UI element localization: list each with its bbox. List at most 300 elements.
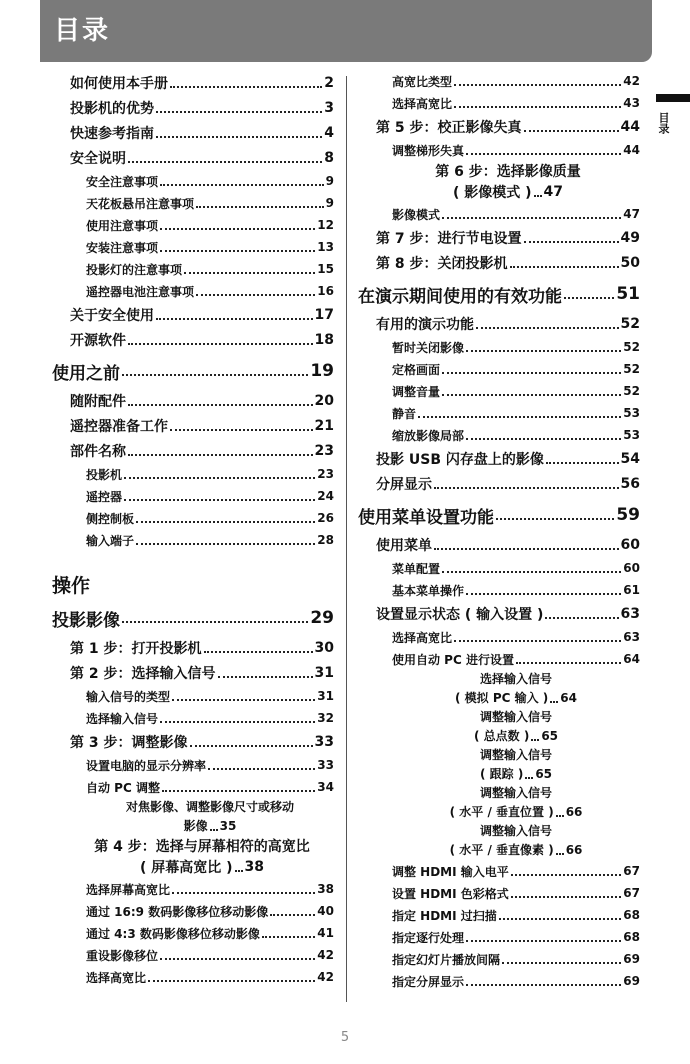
toc-entry-title: 调整音量 [392, 384, 441, 399]
toc-entry-title-line: 调整输入信号 [479, 748, 552, 762]
toc-entry-link[interactable] [52, 354, 334, 388]
toc-page-number: 66 [565, 804, 583, 819]
toc-entry-title: 有用的演示功能 [376, 316, 474, 333]
toc-leader-dots [262, 936, 315, 938]
toc-page-number: 41 [317, 926, 334, 940]
toc-entry-link[interactable] [52, 966, 334, 988]
toc-leader-dots [454, 84, 621, 86]
toc-entry-title: 定格画面 [392, 362, 441, 377]
toc-entry-link[interactable] [52, 388, 334, 413]
toc-entry-title: 基本菜单操作 [392, 583, 465, 598]
toc-entry-link[interactable] [52, 95, 334, 120]
toc-leader-dots [162, 790, 315, 792]
toc-page-number: 65 [541, 728, 559, 743]
toc-page-number: 43 [623, 96, 640, 110]
toc-leader-dots [545, 617, 618, 619]
toc-entry-title: 侧控制板 [86, 511, 135, 526]
toc-entry-link[interactable] [52, 463, 334, 485]
toc-page-number: 20 [314, 392, 334, 409]
toc-entry-link[interactable] [52, 635, 334, 660]
toc-entry-link[interactable] [358, 380, 640, 402]
toc-entry-link[interactable] [52, 280, 334, 302]
toc-entry-link[interactable] [52, 900, 334, 922]
toc-entry-row [474, 725, 558, 746]
toc-entry-link[interactable] [52, 120, 334, 145]
toc-page-number: 28 [317, 533, 334, 547]
toc-page-number: 31 [314, 664, 334, 681]
toc-leader-dots [184, 272, 315, 274]
toc-page-number: 42 [623, 74, 640, 88]
toc-leader-dots [466, 984, 621, 986]
toc-page-number: 61 [623, 583, 640, 597]
toc-entry-title: 菜单配置 [392, 561, 441, 576]
toc-page-number: 19 [310, 361, 334, 381]
toc-entry-title: 高宽比类型 [392, 74, 453, 89]
toc-page-number: 2 [324, 74, 334, 91]
toc-entry-link[interactable] [52, 798, 334, 836]
toc-leader-dots [442, 372, 621, 374]
toc-entry-title: 重设影像移位 [86, 948, 159, 963]
toc-entry-row [140, 856, 264, 878]
toc-right-column [358, 70, 640, 992]
toc-entry-link[interactable] [52, 944, 334, 966]
toc-page-number: 65 [535, 766, 553, 781]
toc-entry-link[interactable] [358, 358, 640, 380]
toc-page-number: 38 [317, 882, 334, 896]
toc-entry-link[interactable] [358, 70, 640, 92]
toc-page-number: 9 [325, 174, 334, 188]
toc-leader-dots [172, 892, 315, 894]
toc-page-number: 29 [310, 608, 334, 628]
toc-leader-dots [466, 438, 621, 440]
toc-page-number: 64 [560, 690, 577, 705]
toc-entry-title: 投影机 [86, 467, 123, 482]
toc-page-number: 32 [317, 711, 334, 725]
toc-page-number: 53 [623, 428, 640, 442]
toc-page-number: 68 [623, 908, 640, 922]
toc-page-number: 53 [623, 406, 640, 420]
toc-leader-dots [466, 153, 621, 155]
toc-page-number: 59 [616, 505, 640, 525]
toc-leader-dots [454, 640, 621, 642]
toc-leader-dots [160, 228, 315, 230]
toc-entry-title: 关于安全使用 [70, 307, 154, 324]
toc-entry-link[interactable] [52, 236, 334, 258]
toc-leader-dots [190, 745, 313, 747]
toc-entry-title: 通过 4:3 数码影像移位移动影像 [86, 926, 260, 941]
toc-leader-dots [156, 318, 313, 320]
toc-left-column [52, 70, 334, 988]
toc-page-number: 49 [620, 229, 640, 246]
toc-leader-dots [466, 593, 621, 595]
toc-entry-title: 快速参考指南 [70, 125, 154, 142]
toc-entry-link[interactable] [52, 729, 334, 754]
toc-entry-title: 使用菜单 [376, 537, 432, 554]
toc-entry-title: 使用之前 [52, 363, 120, 384]
toc-page-number: 30 [314, 639, 334, 656]
toc-leader-dots [496, 518, 614, 520]
toc-page-number: 9 [325, 196, 334, 210]
toc-leader-dots [442, 394, 621, 396]
toc-entry-link[interactable] [358, 948, 640, 970]
column-divider [346, 76, 347, 1002]
toc-entry-link[interactable] [52, 192, 334, 214]
toc-leader-dots [170, 429, 313, 431]
toc-leader-dots [434, 487, 619, 489]
toc-leader-dots [550, 701, 558, 703]
toc-entry-link[interactable] [52, 258, 334, 280]
toc-entry-link[interactable] [52, 754, 334, 776]
toc-page-number: 18 [314, 331, 334, 348]
toc-page-number: 17 [314, 306, 334, 323]
toc-entry-title: 自动 PC 调整 [86, 780, 160, 795]
toc-entry-link[interactable] [358, 424, 640, 446]
toc-leader-dots [124, 499, 315, 501]
toc-page-number: 60 [620, 536, 640, 553]
toc-leader-dots [524, 130, 619, 132]
toc-leader-dots [210, 829, 218, 831]
toc-entry-title: 遥控器准备工作 [70, 418, 168, 435]
toc-leader-dots [499, 918, 622, 920]
toc-entry-link[interactable] [358, 860, 640, 882]
toc-leader-dots [270, 914, 315, 916]
toc-leader-dots [172, 699, 315, 701]
toc-entry-title: 第 3 步：调整影像 [70, 734, 188, 751]
toc-entry-title: 通过 16:9 数码影像移位移动影像 [86, 904, 269, 919]
toc-entry-title: 分屏显示 [376, 476, 432, 493]
toc-leader-dots [160, 184, 324, 186]
toc-entry-title: 随附配件 [70, 393, 126, 410]
toc-leader-dots [418, 416, 621, 418]
toc-entry-title: 如何使用本手册 [70, 75, 168, 92]
toc-leader-dots [208, 768, 315, 770]
toc-entry-title: 暂时关闭影像 [392, 340, 465, 355]
toc-entry-link[interactable] [358, 882, 640, 904]
toc-entry-title: 使用自动 PC 进行设置 [392, 652, 514, 667]
toc-leader-dots [122, 374, 308, 376]
toc-entry-title: ( 水平 / 垂直位置 ) [449, 805, 554, 819]
toc-leader-dots [136, 543, 315, 545]
toc-entry-link[interactable] [358, 670, 640, 708]
toc-leader-dots [128, 404, 313, 406]
toc-page-number: 35 [219, 818, 237, 833]
toc-page-number: 33 [317, 758, 334, 772]
toc-leader-dots [454, 106, 621, 108]
toc-entry-title: ( 模拟 PC 输入 ) [455, 691, 549, 705]
toc-entry-title: ( 影像模式 ) [452, 185, 532, 201]
toc-entry-link[interactable] [52, 836, 334, 878]
toc-entry-title: 安全说明 [70, 150, 126, 167]
toc-leader-dots [442, 571, 621, 573]
toc-entry-row [453, 181, 563, 203]
toc-entry-title: 第 7 步：进行节电设置 [376, 230, 522, 247]
toc-entry-link[interactable] [52, 660, 334, 685]
toc-leader-dots [128, 343, 313, 345]
toc-entry-link[interactable] [358, 114, 640, 139]
toc-entry-title: 投影影像 [52, 610, 120, 631]
toc-entry-title: 选择输入信号 [86, 711, 159, 726]
toc-page-number: 60 [623, 561, 640, 575]
toc-leader-dots [160, 958, 315, 960]
toc-page-number: 67 [623, 886, 640, 900]
toc-entry-row [480, 763, 552, 784]
toc-leader-dots [434, 548, 619, 550]
toc-entry-title: 投影灯的注意事项 [86, 262, 183, 277]
side-tab-marker [656, 94, 690, 102]
toc-entry-link[interactable] [358, 926, 640, 948]
toc-entry-title-line: 第 4 步：选择与屏幕相符的高宽比 [94, 839, 310, 855]
toc-page-number: 44 [620, 118, 640, 135]
toc-entry-link[interactable] [358, 336, 640, 358]
toc-entry-title: 安全注意事项 [86, 174, 159, 189]
toc-page-number: 40 [317, 904, 334, 918]
toc-entry-link[interactable] [358, 311, 640, 336]
toc-section-heading: 操作 [52, 574, 91, 597]
toc-entry-link[interactable] [52, 70, 334, 95]
toc-page-number: 54 [620, 450, 640, 467]
toc-entry-title: 使用菜单设置功能 [358, 507, 494, 528]
toc-page-number: 23 [317, 467, 334, 481]
toc-page-number: 15 [317, 262, 334, 276]
toc-page-number: 42 [317, 970, 334, 984]
toc-entry-link[interactable] [358, 626, 640, 648]
toc-entry-title: 调整 HDMI 输入电平 [392, 864, 509, 879]
toc-entry-title: 设置显示状态 ( 输入设置 ) [376, 606, 544, 623]
toc-entry-title: 设置 HDMI 色彩格式 [392, 886, 509, 901]
toc-page-number: 24 [317, 489, 334, 503]
toc-entry-title: ( 跟踪 ) [479, 767, 524, 781]
toc-leader-dots [196, 206, 324, 208]
toc-leader-dots [556, 815, 564, 817]
toc-entry-title: 第 2 步：选择输入信号 [70, 665, 216, 682]
toc-page-number: 13 [317, 240, 334, 254]
toc-entry-link[interactable] [52, 685, 334, 707]
toc-entry-link[interactable] [358, 498, 640, 532]
toc-page-number: 31 [317, 689, 334, 703]
toc-page-number: 63 [620, 605, 640, 622]
toc-leader-dots [524, 241, 619, 243]
toc-entry-row [455, 687, 577, 708]
toc-leader-dots [546, 462, 619, 464]
toc-entry-link[interactable] [358, 402, 640, 424]
toc-entry-title: ( 屏幕高宽比 ) [139, 860, 233, 876]
toc-leader-dots [442, 217, 621, 219]
toc-entry-title: 遥控器电池注意事项 [86, 284, 195, 299]
toc-entry-link[interactable] [358, 225, 640, 250]
toc-page-number: 67 [623, 864, 640, 878]
toc-leader-dots [466, 940, 621, 942]
toc-entry-row [450, 801, 583, 822]
toc-leader-dots [476, 327, 619, 329]
toc-page-number: 64 [623, 652, 640, 666]
toc-leader-dots [196, 294, 315, 296]
toc-page-number: 4 [324, 124, 334, 141]
toc-entry-title: 第 1 步：打开投影机 [70, 640, 202, 657]
toc-page-number: 52 [623, 340, 640, 354]
toc-entry-link[interactable] [52, 302, 334, 327]
toc-page-number: 44 [623, 143, 640, 157]
toc-page-number: 23 [314, 442, 334, 459]
toc-entry-title-line: 选择输入信号 [479, 672, 552, 686]
toc-page-number: 33 [314, 733, 334, 750]
toc-leader-dots [516, 662, 621, 664]
toc-entry-link[interactable] [358, 708, 640, 746]
toc-entry-title: 指定逐行处理 [392, 930, 465, 945]
toc-leader-dots [148, 980, 315, 982]
toc-page-number: 63 [623, 630, 640, 644]
toc-leader-dots [556, 853, 564, 855]
toc-leader-dots [511, 896, 622, 898]
toc-entry-title: 指定 HDMI 过扫描 [392, 908, 497, 923]
toc-entry-link[interactable] [358, 250, 640, 275]
toc-leader-dots [156, 136, 322, 138]
toc-leader-dots [170, 86, 322, 88]
toc-page-number: 8 [324, 149, 334, 166]
toc-page-number: 26 [317, 511, 334, 525]
toc-page-number: 52 [623, 362, 640, 376]
toc-entry-title: 缩放影像局部 [392, 428, 465, 443]
toc-entry-link[interactable] [52, 601, 334, 635]
toc-leader-dots [218, 676, 313, 678]
toc-leader-dots [122, 621, 308, 623]
toc-entry-title-line: 对焦影像、调整影像尺寸或移动 [125, 800, 294, 814]
toc-page-number: 69 [623, 952, 640, 966]
toc-page-number: 56 [620, 475, 640, 492]
toc-entry-title: 开源软件 [70, 332, 126, 349]
toc-leader-dots [235, 870, 243, 872]
toc-entry-link[interactable] [52, 170, 334, 192]
toc-entry-title: 静音 [392, 406, 417, 421]
toc-entry-link[interactable] [358, 92, 640, 114]
toc-leader-dots [534, 195, 542, 197]
toc-entry-title: 天花板悬吊注意事项 [86, 196, 195, 211]
toc-page-number: 3 [324, 99, 334, 116]
toc-entry-link[interactable] [52, 145, 334, 170]
toc-entry-link[interactable] [358, 277, 640, 311]
toc-page-number: 47 [543, 184, 564, 200]
toc-leader-dots [525, 777, 533, 779]
toc-leader-dots [510, 266, 619, 268]
toc-entry-title: 第 5 步：校正影像失真 [376, 119, 522, 136]
toc-entry-title: 投影机的优势 [70, 100, 154, 117]
toc-leader-dots [502, 962, 621, 964]
toc-leader-dots [136, 521, 315, 523]
toc-entry-link[interactable] [52, 507, 334, 529]
toc-page-number: 50 [620, 254, 640, 271]
page-number: 5 [340, 1030, 350, 1045]
toc-leader-dots [160, 250, 315, 252]
toc-page-number: 66 [565, 842, 583, 857]
toc-entry-title: 第 8 步：关闭投影机 [376, 255, 508, 272]
toc-entry-link[interactable] [358, 203, 640, 225]
toc-entry-title: 投影 USB 闪存盘上的影像 [376, 451, 544, 468]
toc-entry-link[interactable] [52, 878, 334, 900]
toc-entry-title: 选择屏幕高宽比 [86, 882, 171, 897]
toc-entry-title: 影像 [183, 819, 208, 833]
toc-entry-link[interactable] [358, 557, 640, 579]
toc-entry-link[interactable] [358, 601, 640, 626]
toc-entry-link[interactable] [358, 648, 640, 670]
toc-entry-title: 使用注意事项 [86, 218, 159, 233]
toc-entry-link[interactable] [358, 904, 640, 926]
toc-entry-link[interactable] [358, 746, 640, 784]
toc-leader-dots [160, 721, 315, 723]
toc-page-number: 52 [623, 384, 640, 398]
toc-entry-link[interactable] [52, 438, 334, 463]
toc-entry-title: ( 水平 / 垂直像素 ) [449, 843, 554, 857]
toc-entry-link[interactable] [358, 471, 640, 496]
toc-entry-link[interactable] [52, 707, 334, 729]
side-tab-label: 目录 [657, 112, 670, 134]
toc-page-number: 52 [620, 315, 640, 332]
toc-leader-dots [511, 874, 622, 876]
toc-page-number: 47 [623, 207, 640, 221]
toc-entry-title: 选择高宽比 [86, 970, 147, 985]
toc-entry-link[interactable] [358, 161, 640, 203]
toc-page-number: 68 [623, 930, 640, 944]
toc-entry-title: ( 总点数 ) [473, 729, 530, 743]
toc-entry-link[interactable] [358, 970, 640, 992]
toc-entry-title: 选择高宽比 [392, 96, 453, 111]
toc-entry-link[interactable] [52, 529, 334, 551]
toc-entry-title: 安装注意事项 [86, 240, 159, 255]
toc-entry-title-line: 第 6 步：选择影像质量 [435, 164, 581, 180]
toc-leader-dots [156, 111, 322, 113]
toc-entry-link[interactable] [52, 413, 334, 438]
toc-entry-link[interactable] [52, 327, 334, 352]
toc-page-number: 34 [317, 780, 334, 794]
toc-entry-title-line: 调整输入信号 [479, 786, 552, 800]
toc-entry-link[interactable] [52, 776, 334, 798]
toc-page-number: 12 [317, 218, 334, 232]
toc-entry-link[interactable] [358, 446, 640, 471]
toc-entry-link[interactable] [52, 214, 334, 236]
toc-entry-title: 指定幻灯片播放间隔 [392, 952, 501, 967]
toc-leader-dots [128, 161, 322, 163]
page-title: 目录 [54, 16, 111, 46]
toc-entry-row [450, 839, 583, 860]
toc-entry-link[interactable] [358, 822, 640, 860]
toc-entry-title: 输入端子 [86, 533, 135, 548]
toc-entry-title: 影像模式 [392, 207, 441, 222]
toc-leader-dots [124, 477, 315, 479]
toc-leader-dots [128, 454, 313, 456]
toc-leader-dots [466, 350, 621, 352]
toc-entry-title-line: 调整输入信号 [479, 710, 552, 724]
toc-entry-title-line: 调整输入信号 [479, 824, 552, 838]
toc-page-number: 38 [244, 859, 265, 875]
toc-leader-dots [564, 297, 614, 299]
toc-page-number: 16 [317, 284, 334, 298]
toc-entry-title: 输入信号的类型 [86, 689, 171, 704]
toc-entry-link[interactable] [52, 485, 334, 507]
toc-entry-link[interactable] [358, 784, 640, 822]
toc-page-number: 21 [314, 417, 334, 434]
toc-entry-link[interactable] [358, 579, 640, 601]
toc-entry-link[interactable] [358, 139, 640, 161]
toc-entry-title: 指定分屏显示 [392, 974, 465, 989]
toc-page-number: 51 [616, 284, 640, 304]
toc-entry-title: 遥控器 [86, 489, 123, 504]
toc-entry-title: 选择高宽比 [392, 630, 453, 645]
toc-leader-dots [531, 739, 539, 741]
toc-page-number: 69 [623, 974, 640, 988]
toc-entry-link[interactable] [358, 532, 640, 557]
toc-entry-title: 在演示期间使用的有效功能 [358, 286, 562, 307]
toc-entry-link[interactable] [52, 922, 334, 944]
toc-entry-title: 调整梯形失真 [392, 143, 465, 158]
toc-leader-dots [204, 651, 313, 653]
